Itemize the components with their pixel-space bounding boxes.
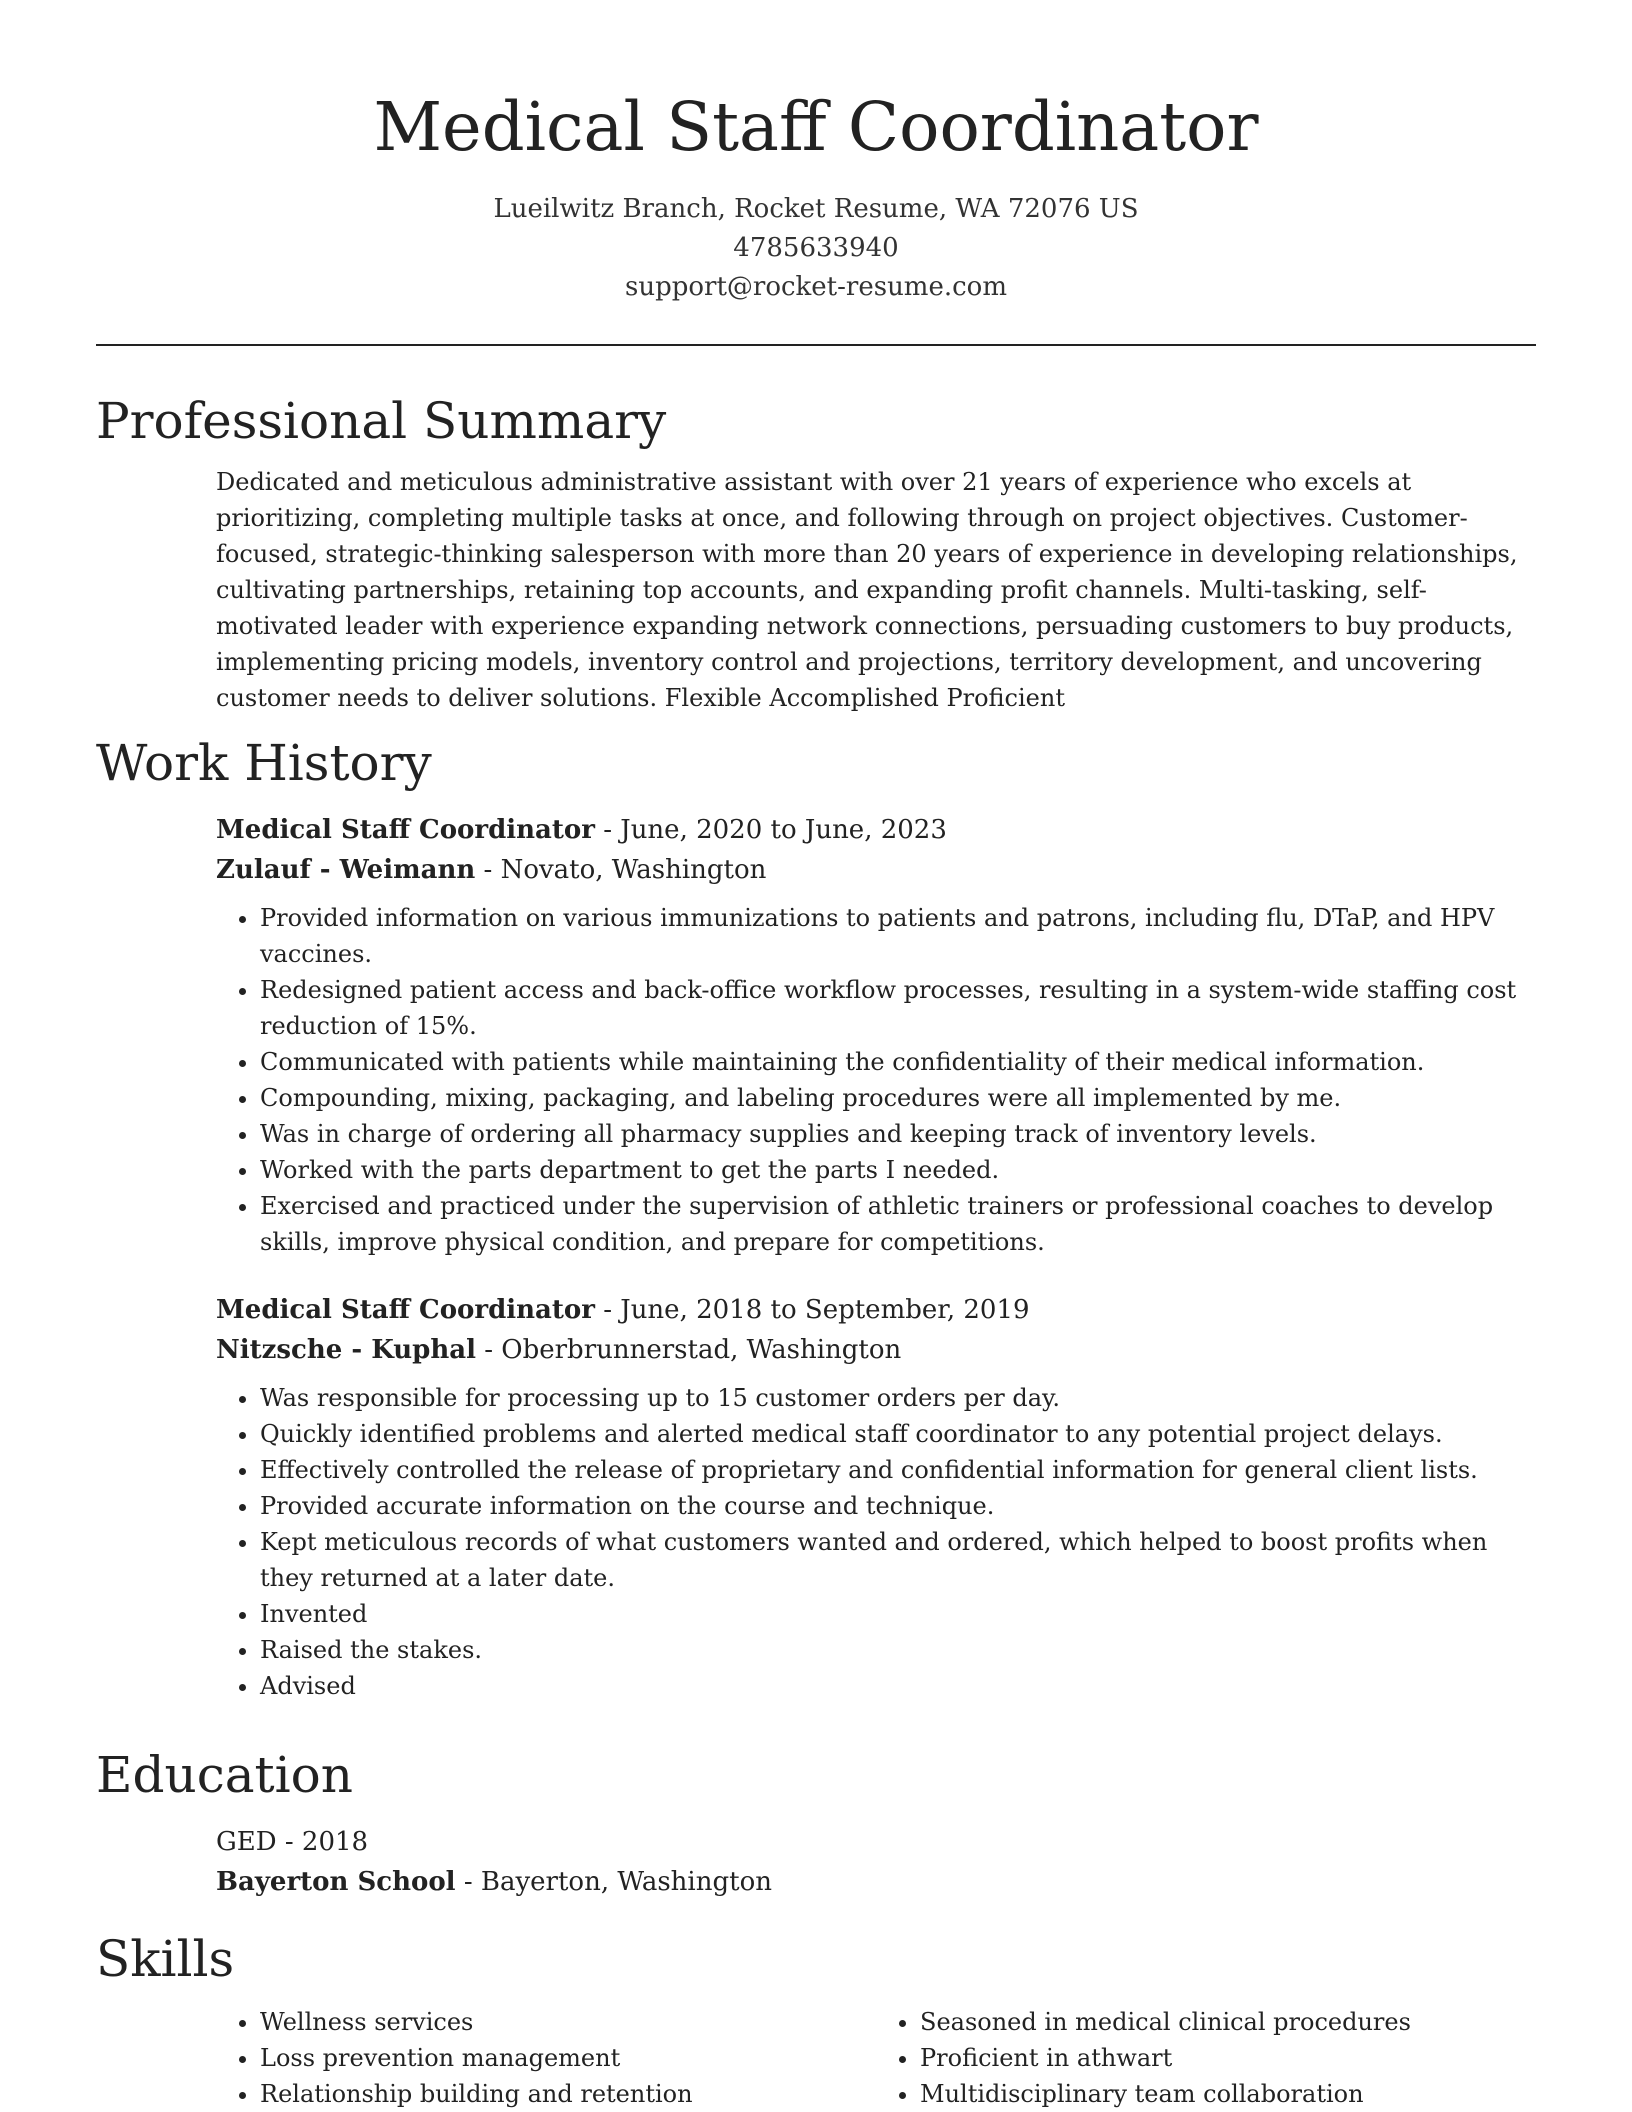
candidate-name: Medical Staff Coordinator (373, 88, 1259, 166)
list-item: • Worked with the parts department to get the parts I needed. (260, 1152, 1536, 1188)
resume-header (96, 0, 1536, 307)
skills-section (216, 2004, 1536, 2112)
job-company-line (216, 850, 1536, 890)
contact-address: Lueilwitz Branch, Rocket Resume, WA 72076 US (493, 194, 1139, 224)
skill-item: • Proficient in athwart (920, 2040, 1536, 2076)
list-item: • Effectively controlled the release of proprietary and confidential information for general client lists. (260, 1452, 1536, 1488)
job-position: Medical Staff Coordinator (216, 1295, 595, 1325)
skills-column-left (216, 2004, 876, 2112)
job-title-line (216, 810, 1536, 850)
job-position: Medical Staff Coordinator (216, 815, 595, 845)
summary-text: Dedicated and meticulous administrative assistant with over 21 years of experience who excels at prioritizing, completing multiple tasks at once, and following through on project objectives. Customer-focused, strategic-thinking salesperson with more than 20 years of experience in developing relationships, cultivating partnerships, retaining top accounts, and expanding profit channels. Multi-tasking, self-motivated leader with experience expanding network connections, persuading customers to buy products, implementing pricing models, inventory control and projections, territory development, and uncovering customer needs to deliver solutions. Flexible Accomplished Proficient (216, 468, 1518, 712)
contact-email: support@rocket-resume.com (624, 272, 1007, 302)
list-item: • Compounding, mixing, packaging, and labeling procedures were all implemented by me. (260, 1080, 1536, 1116)
job-title-line (216, 1290, 1536, 1330)
job-location: - Novato, Washington (475, 855, 767, 885)
list-item: • Exercised and practiced under the supervision of athletic trainers or professional coaches to develop skills, improve physical condition, and prepare for competitions. (260, 1188, 1536, 1260)
skill-item: • Wellness services (260, 2004, 876, 2040)
skill-item: • Seasoned in medical clinical procedures (920, 2004, 1536, 2040)
summary-section (216, 464, 1536, 716)
education-school: Bayerton School (216, 1867, 456, 1897)
skills-grid (216, 2004, 1536, 2112)
job-dates: - June, 2020 to June, 2023 (594, 815, 947, 845)
education-entry (216, 1822, 1536, 1902)
skill-item: • Loss prevention management (260, 2040, 876, 2076)
list-item: • Was responsible for processing up to 15 customer orders per day. (260, 1380, 1536, 1416)
job-entry (216, 1290, 1536, 1704)
job-location: - Oberbrunnerstad, Washington (475, 1335, 902, 1365)
education-section (216, 1822, 1536, 1902)
section-title-education: Education (96, 1746, 353, 1804)
section-title-work-history: Work History (96, 734, 432, 792)
job-entry (216, 810, 1536, 1260)
list-item: • Advised (260, 1668, 1536, 1704)
resume-page (96, 0, 1536, 2112)
section-title-summary: Professional Summary (96, 392, 667, 450)
education-degree-line (216, 1822, 1536, 1862)
education-school-line (216, 1862, 1536, 1902)
job-company-line (216, 1330, 1536, 1370)
list-item: • Provided information on various immunizations to patients and patrons, including flu, DTaP, and HPV vaccines. (260, 900, 1536, 972)
education-year: - 2018 (276, 1827, 369, 1857)
list-item: • Redesigned patient access and back-office workflow processes, resulting in a system-wide staffing cost reduction of 15%. (260, 972, 1536, 1044)
list-item: • Raised the stakes. (260, 1632, 1536, 1668)
job-company: Nitzsche - Kuphal (216, 1335, 476, 1365)
list-item: • Invented (260, 1596, 1536, 1632)
job-bullets (216, 1380, 1536, 1704)
education-degree: GED (216, 1827, 277, 1857)
list-item: • Was in charge of ordering all pharmacy supplies and keeping track of inventory levels. (260, 1116, 1536, 1152)
job-bullets (216, 900, 1536, 1260)
job-dates: - June, 2018 to September, 2019 (594, 1295, 1030, 1325)
skills-column-right (876, 2004, 1536, 2112)
education-location: - Bayerton, Washington (455, 1867, 772, 1897)
contact-phone: 4785633940 (733, 233, 899, 263)
skill-item: • Relationship building and retention (260, 2076, 876, 2112)
list-item: • Provided accurate information on the course and technique. (260, 1488, 1536, 1524)
list-item: • Quickly identified problems and alerted medical staff coordinator to any potential project delays. (260, 1416, 1536, 1452)
section-title-skills: Skills (96, 1930, 235, 1988)
list-item: • Kept meticulous records of what customers wanted and ordered, which helped to boost profits when they returned at a later date. (260, 1524, 1536, 1596)
skill-item: • Multidisciplinary team collaboration (920, 2076, 1536, 2112)
header-divider (96, 344, 1536, 346)
job-company: Zulauf - Weimann (216, 855, 476, 885)
list-item: • Communicated with patients while maintaining the confidentiality of their medical information. (260, 1044, 1536, 1080)
work-history-section (216, 810, 1536, 1704)
